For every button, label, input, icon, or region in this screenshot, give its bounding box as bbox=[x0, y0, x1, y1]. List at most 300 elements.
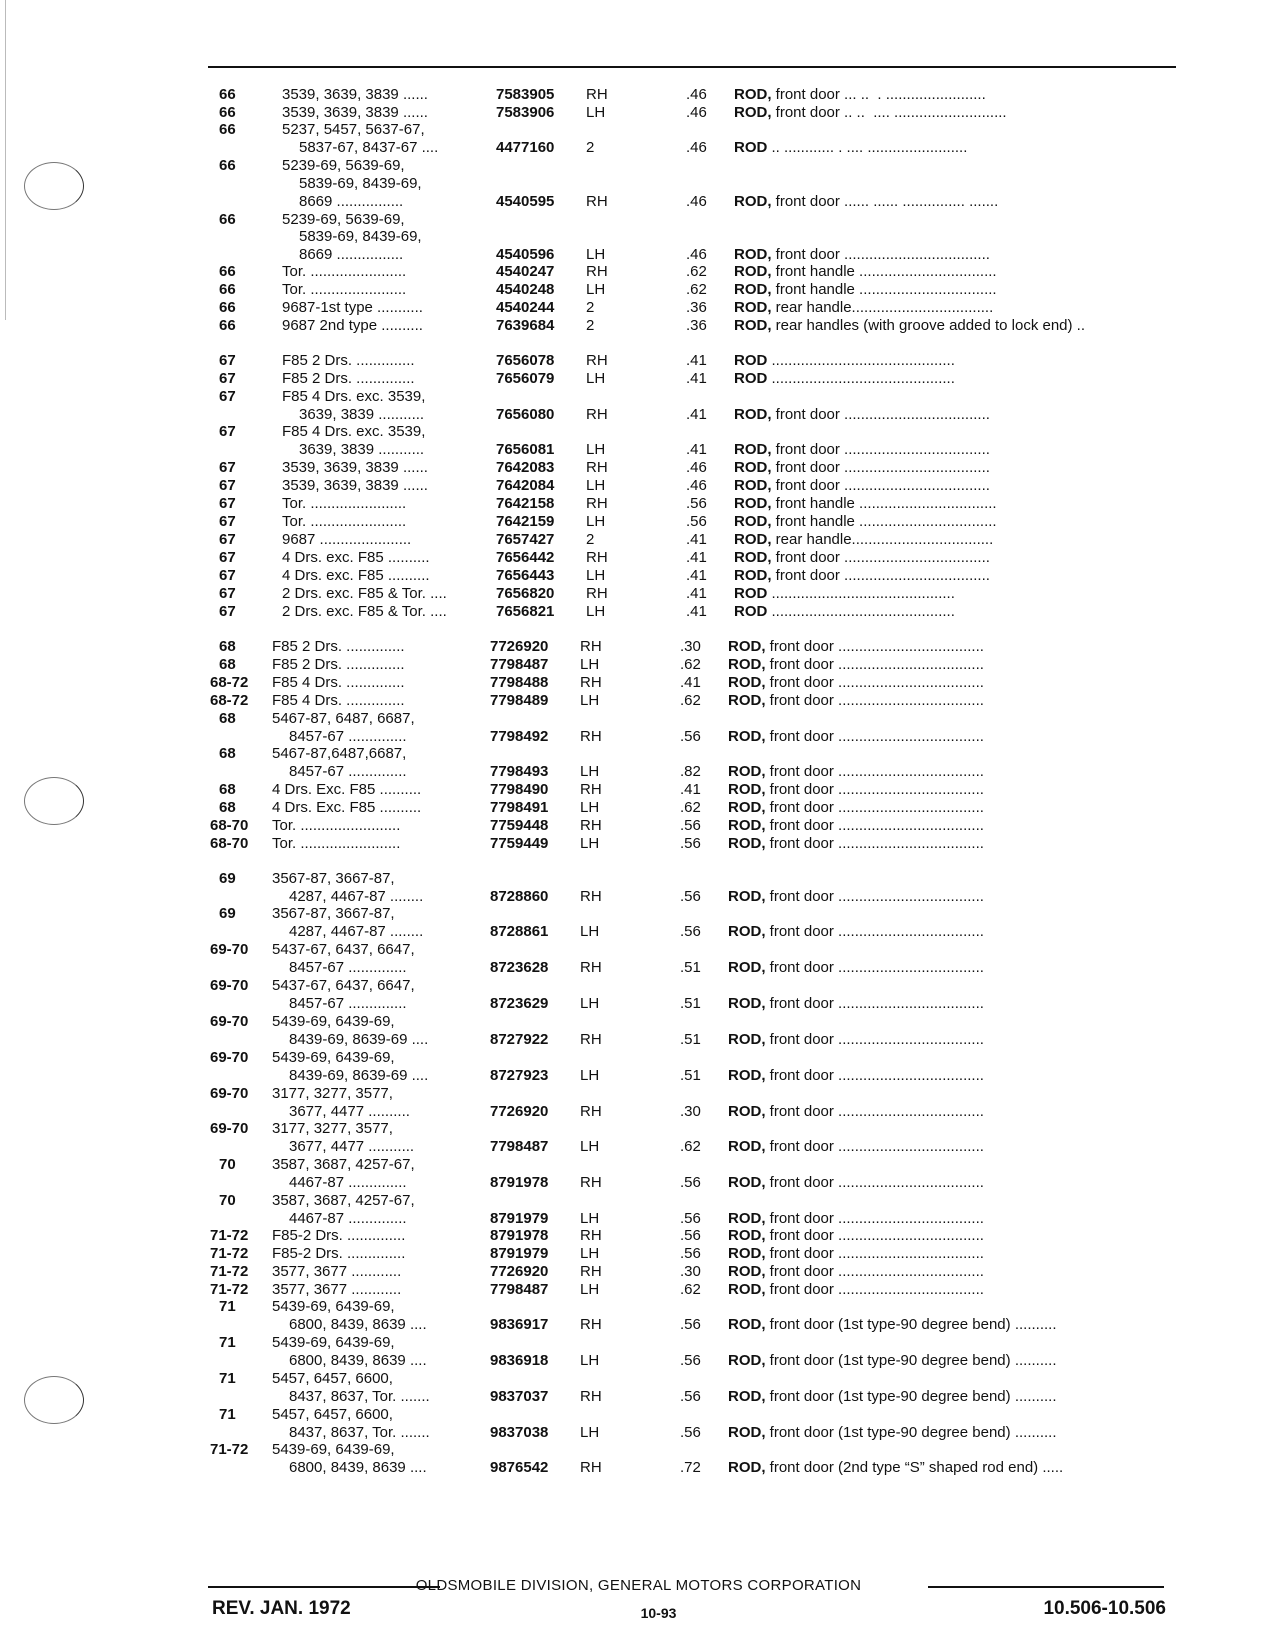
part-number-cell: 7656079 bbox=[496, 370, 555, 387]
description-detail: front door ................................... bbox=[765, 1103, 984, 1120]
model-cell: 4287, 4467-87 ........ bbox=[289, 923, 424, 940]
model-cell: 4 Drs. exc. F85 .......... bbox=[282, 549, 430, 566]
description-detail: front door ................................... bbox=[771, 406, 990, 423]
quantity-cell: RH bbox=[586, 263, 608, 280]
model-cell: F85 2 Drs. .............. bbox=[282, 370, 415, 387]
parts-row bbox=[0, 370, 1277, 388]
model-cell: 3639, 3839 ........... bbox=[299, 441, 425, 458]
description-keyword: ROD, bbox=[728, 799, 766, 816]
description-keyword: ROD, bbox=[734, 281, 772, 298]
description-keyword: ROD, bbox=[728, 1174, 766, 1191]
price-cell: .41 bbox=[680, 674, 701, 691]
price-cell: .56 bbox=[680, 888, 701, 905]
description-detail: front door ................................... bbox=[765, 959, 984, 976]
description-keyword: ROD, bbox=[734, 531, 772, 548]
quantity-cell: RH bbox=[586, 86, 608, 103]
parts-row bbox=[0, 1138, 1277, 1156]
description-cell bbox=[728, 1210, 984, 1228]
part-number-cell: 8727923 bbox=[490, 1067, 549, 1084]
description-keyword: ROD, bbox=[728, 923, 766, 940]
model-cell: 3539, 3639, 3839 ...... bbox=[282, 86, 428, 103]
year-cell: 67 bbox=[219, 352, 236, 369]
price-cell: .41 bbox=[686, 406, 707, 423]
year-cell: 71-72 bbox=[210, 1245, 249, 1262]
parts-row bbox=[0, 531, 1277, 549]
model-cell: 5437-67, 6437, 6647, bbox=[272, 941, 415, 958]
description-cell bbox=[734, 513, 997, 531]
parts-row bbox=[0, 888, 1277, 906]
price-cell: .41 bbox=[686, 549, 707, 566]
description-keyword: ROD, bbox=[734, 246, 772, 263]
parts-row bbox=[0, 121, 1277, 139]
description-cell bbox=[734, 246, 990, 264]
model-cell: 3539, 3639, 3839 ...... bbox=[282, 459, 428, 476]
description-keyword: ROD, bbox=[728, 1424, 766, 1441]
description-keyword: ROD, bbox=[734, 406, 772, 423]
description-keyword: ROD, bbox=[728, 1067, 766, 1084]
part-number-cell: 7798491 bbox=[490, 799, 549, 816]
description-keyword: ROD, bbox=[728, 1245, 766, 1262]
description-cell bbox=[734, 477, 990, 495]
description-detail: rear handles (with groove added to lock end) .. bbox=[771, 317, 1086, 334]
year-cell: 66 bbox=[219, 317, 236, 334]
parts-row bbox=[0, 86, 1277, 104]
description-keyword: ROD, bbox=[734, 299, 772, 316]
year-cell: 66 bbox=[219, 281, 236, 298]
description-detail: front door ................................... bbox=[765, 1263, 984, 1280]
price-cell: .62 bbox=[680, 1138, 701, 1155]
quantity-cell: RH bbox=[580, 674, 602, 691]
parts-row bbox=[0, 1459, 1277, 1477]
quantity-cell: LH bbox=[586, 477, 606, 494]
description-cell bbox=[728, 1227, 984, 1245]
part-number-cell: 8727922 bbox=[490, 1031, 549, 1048]
price-cell: .82 bbox=[680, 763, 701, 780]
price-cell: .41 bbox=[686, 441, 707, 458]
parts-row bbox=[0, 674, 1277, 692]
description-keyword: ROD, bbox=[728, 656, 766, 673]
quantity-cell: LH bbox=[580, 692, 600, 709]
description-keyword: ROD, bbox=[728, 1459, 766, 1476]
part-number-cell: 7656443 bbox=[496, 567, 555, 584]
model-cell: 3639, 3839 ........... bbox=[299, 406, 425, 423]
quantity-cell: RH bbox=[580, 1227, 602, 1244]
parts-row bbox=[0, 728, 1277, 746]
description-cell bbox=[728, 1067, 984, 1085]
footer-page-number: 10-93 bbox=[640, 1605, 677, 1621]
description-keyword: ROD, bbox=[728, 1138, 766, 1155]
part-number-cell: 7642084 bbox=[496, 477, 555, 494]
model-cell: 5439-69, 6439-69, bbox=[272, 1334, 395, 1351]
price-cell: .56 bbox=[680, 1352, 701, 1369]
parts-row bbox=[0, 603, 1277, 621]
parts-row bbox=[0, 799, 1277, 817]
part-number-cell: 7798493 bbox=[490, 763, 549, 780]
quantity-cell: 2 bbox=[586, 317, 595, 334]
year-cell: 69-70 bbox=[210, 1013, 249, 1030]
year-cell: 66 bbox=[219, 263, 236, 280]
price-cell: .41 bbox=[686, 531, 707, 548]
model-cell: 8669 ................ bbox=[299, 193, 404, 210]
model-cell: 6800, 8439, 8639 .... bbox=[289, 1316, 427, 1333]
description-cell bbox=[734, 603, 955, 621]
description-keyword: ROD, bbox=[734, 513, 772, 530]
year-cell: 66 bbox=[219, 121, 236, 138]
quantity-cell: RH bbox=[586, 585, 608, 602]
parts-row bbox=[0, 406, 1277, 424]
model-cell: 8457-67 .............. bbox=[289, 995, 407, 1012]
description-detail: ............................................ bbox=[767, 603, 955, 620]
price-cell: .56 bbox=[680, 835, 701, 852]
quantity-cell: RH bbox=[580, 1174, 602, 1191]
price-cell: .56 bbox=[680, 817, 701, 834]
description-cell bbox=[734, 299, 993, 317]
quantity-cell: 2 bbox=[586, 531, 595, 548]
parts-row bbox=[0, 1120, 1277, 1138]
parts-row bbox=[0, 1245, 1277, 1263]
year-cell: 68 bbox=[219, 656, 236, 673]
parts-row bbox=[0, 1406, 1277, 1424]
model-cell: 8439-69, 8639-69 .... bbox=[289, 1031, 429, 1048]
year-cell: 67 bbox=[219, 370, 236, 387]
description-cell bbox=[728, 1174, 984, 1192]
description-cell bbox=[734, 495, 997, 513]
model-cell: 8439-69, 8639-69 .... bbox=[289, 1067, 429, 1084]
parts-row bbox=[0, 1352, 1277, 1370]
parts-row bbox=[0, 1049, 1277, 1067]
year-cell: 67 bbox=[219, 567, 236, 584]
parts-row bbox=[0, 781, 1277, 799]
model-cell: 5457, 6457, 6600, bbox=[272, 1370, 393, 1387]
description-keyword: ROD bbox=[734, 585, 768, 602]
quantity-cell: RH bbox=[586, 352, 608, 369]
description-cell bbox=[734, 263, 997, 281]
description-keyword: ROD, bbox=[728, 674, 766, 691]
part-number-cell: 7759449 bbox=[490, 835, 549, 852]
year-cell: 71-72 bbox=[210, 1263, 249, 1280]
description-keyword: ROD, bbox=[734, 477, 772, 494]
description-keyword: ROD, bbox=[734, 459, 772, 476]
parts-row bbox=[0, 1156, 1277, 1174]
quantity-cell: LH bbox=[580, 763, 600, 780]
part-number-cell: 8723628 bbox=[490, 959, 549, 976]
year-cell: 71-72 bbox=[210, 1227, 249, 1244]
description-keyword: ROD, bbox=[728, 1352, 766, 1369]
footer-revision: REV. JAN. 1972 bbox=[212, 1598, 351, 1619]
description-detail: front door ................................... bbox=[765, 1210, 984, 1227]
part-number-cell: 7657427 bbox=[496, 531, 555, 548]
description-keyword: ROD, bbox=[728, 1103, 766, 1120]
part-number-cell: 4540244 bbox=[496, 299, 555, 316]
price-cell: .56 bbox=[680, 1245, 701, 1262]
model-cell: 3177, 3277, 3577, bbox=[272, 1085, 393, 1102]
year-cell: 69 bbox=[219, 905, 236, 922]
description-cell bbox=[734, 585, 955, 603]
price-cell: .62 bbox=[680, 1281, 701, 1298]
quantity-cell: LH bbox=[580, 1210, 600, 1227]
year-cell: 67 bbox=[219, 423, 236, 440]
model-cell: 4 Drs. exc. F85 .......... bbox=[282, 567, 430, 584]
description-keyword: ROD, bbox=[728, 763, 766, 780]
description-keyword: ROD, bbox=[728, 888, 766, 905]
part-number-cell: 4540247 bbox=[496, 263, 555, 280]
parts-row bbox=[0, 656, 1277, 674]
parts-row bbox=[0, 995, 1277, 1013]
description-cell bbox=[734, 459, 990, 477]
description-cell bbox=[734, 139, 967, 157]
parts-row bbox=[0, 246, 1277, 264]
quantity-cell: LH bbox=[586, 513, 606, 530]
description-detail: .. ............ . .... ........................ bbox=[767, 139, 968, 156]
quantity-cell: RH bbox=[580, 888, 602, 905]
description-keyword: ROD, bbox=[728, 835, 766, 852]
parts-row bbox=[0, 281, 1277, 299]
parts-row bbox=[0, 352, 1277, 370]
quantity-cell: RH bbox=[580, 1316, 602, 1333]
model-cell: 5237, 5457, 5637-67, bbox=[282, 121, 425, 138]
description-detail: front door (2nd type “S” shaped rod end) ..... bbox=[765, 1459, 1064, 1476]
parts-row bbox=[0, 495, 1277, 513]
description-detail: front door ................................... bbox=[765, 799, 984, 816]
part-number-cell: 9836917 bbox=[490, 1316, 549, 1333]
quantity-cell: LH bbox=[580, 799, 600, 816]
parts-row bbox=[0, 1298, 1277, 1316]
model-cell: 8437, 8637, Tor. ....... bbox=[289, 1424, 430, 1441]
price-cell: .62 bbox=[680, 692, 701, 709]
description-detail: front door ................................... bbox=[771, 246, 990, 263]
model-cell: 8457-67 .............. bbox=[289, 959, 407, 976]
description-keyword: ROD, bbox=[728, 1031, 766, 1048]
description-cell bbox=[734, 352, 955, 370]
model-cell: F85 2 Drs. .............. bbox=[272, 638, 405, 655]
parts-row bbox=[0, 941, 1277, 959]
description-detail: front door ................................... bbox=[765, 1031, 984, 1048]
parts-row bbox=[0, 193, 1277, 211]
quantity-cell: LH bbox=[586, 246, 606, 263]
parts-row bbox=[0, 1067, 1277, 1085]
year-cell: 68-72 bbox=[210, 674, 249, 691]
description-keyword: ROD, bbox=[728, 995, 766, 1012]
description-cell bbox=[734, 281, 997, 299]
footer-division: OLDSMOBILE DIVISION, GENERAL MOTORS CORPORATION bbox=[415, 1577, 862, 1594]
description-keyword: ROD, bbox=[728, 781, 766, 798]
parts-row bbox=[0, 745, 1277, 763]
model-cell: 8457-67 .............. bbox=[289, 728, 407, 745]
model-cell: F85-2 Drs. .............. bbox=[272, 1245, 406, 1262]
year-cell: 68-70 bbox=[210, 835, 249, 852]
parts-row bbox=[0, 477, 1277, 495]
description-detail: front door ................................... bbox=[765, 1227, 984, 1244]
description-keyword: ROD, bbox=[728, 1263, 766, 1280]
price-cell: .51 bbox=[680, 1067, 701, 1084]
price-cell: .56 bbox=[680, 1316, 701, 1333]
parts-row bbox=[0, 317, 1277, 335]
price-cell: .46 bbox=[686, 139, 707, 156]
part-number-cell: 4477160 bbox=[496, 139, 555, 156]
model-cell: 3577, 3677 ............ bbox=[272, 1263, 402, 1280]
part-number-cell: 4540596 bbox=[496, 246, 555, 263]
part-number-cell: 7642159 bbox=[496, 513, 555, 530]
description-keyword: ROD, bbox=[734, 549, 772, 566]
description-keyword: ROD bbox=[734, 139, 768, 156]
price-cell: .41 bbox=[680, 781, 701, 798]
year-cell: 66 bbox=[219, 86, 236, 103]
parts-row bbox=[0, 1316, 1277, 1334]
description-detail: front handle ................................. bbox=[771, 263, 997, 280]
price-cell: .36 bbox=[686, 299, 707, 316]
quantity-cell: LH bbox=[586, 281, 606, 298]
description-detail: ............................................ bbox=[767, 352, 955, 369]
parts-row bbox=[0, 692, 1277, 710]
model-cell: 3577, 3677 ............ bbox=[272, 1281, 402, 1298]
part-number-cell: 7656821 bbox=[496, 603, 555, 620]
quantity-cell: RH bbox=[580, 1103, 602, 1120]
description-keyword: ROD, bbox=[728, 1281, 766, 1298]
price-cell: .56 bbox=[680, 923, 701, 940]
model-cell: 8669 ................ bbox=[299, 246, 404, 263]
model-cell: 4 Drs. Exc. F85 .......... bbox=[272, 799, 422, 816]
model-cell: 5467-87, 6487, 6687, bbox=[272, 710, 415, 727]
year-cell: 71 bbox=[219, 1298, 236, 1315]
description-cell bbox=[728, 1138, 984, 1156]
quantity-cell: 2 bbox=[586, 299, 595, 316]
model-cell: F85 2 Drs. .............. bbox=[282, 352, 415, 369]
description-detail: front door ................................... bbox=[765, 1067, 984, 1084]
parts-row bbox=[0, 549, 1277, 567]
part-number-cell: 8728860 bbox=[490, 888, 549, 905]
part-number-cell: 4540248 bbox=[496, 281, 555, 298]
description-detail: front door ................................... bbox=[771, 441, 990, 458]
model-cell: 5467-87,6487,6687, bbox=[272, 745, 407, 762]
parts-row bbox=[0, 459, 1277, 477]
quantity-cell: RH bbox=[580, 1263, 602, 1280]
price-cell: .56 bbox=[680, 1424, 701, 1441]
quantity-cell: RH bbox=[580, 817, 602, 834]
quantity-cell: LH bbox=[580, 1138, 600, 1155]
description-cell bbox=[728, 799, 984, 817]
description-detail: front door ................................... bbox=[765, 1138, 984, 1155]
model-cell: 3539, 3639, 3839 ...... bbox=[282, 477, 428, 494]
parts-row bbox=[0, 211, 1277, 229]
part-number-cell: 7798490 bbox=[490, 781, 549, 798]
description-keyword: ROD, bbox=[728, 728, 766, 745]
parts-row bbox=[0, 228, 1277, 246]
model-cell: 3677, 4477 ........... bbox=[289, 1138, 415, 1155]
quantity-cell: LH bbox=[580, 1352, 600, 1369]
description-detail: front door (1st type-90 degree bend) .......... bbox=[765, 1316, 1057, 1333]
price-cell: .41 bbox=[686, 567, 707, 584]
description-detail: front door ................................... bbox=[765, 1174, 984, 1191]
description-cell bbox=[728, 923, 984, 941]
price-cell: .62 bbox=[686, 281, 707, 298]
quantity-cell: LH bbox=[586, 104, 606, 121]
model-cell: 9687-1st type ........... bbox=[282, 299, 423, 316]
parts-row bbox=[0, 835, 1277, 853]
price-cell: .72 bbox=[680, 1459, 701, 1476]
model-cell: 6800, 8439, 8639 .... bbox=[289, 1352, 427, 1369]
part-number-cell: 7726920 bbox=[490, 1103, 549, 1120]
part-number-cell: 7726920 bbox=[490, 1263, 549, 1280]
parts-row bbox=[0, 388, 1277, 406]
part-number-cell: 8791978 bbox=[490, 1174, 549, 1191]
model-cell: 5239-69, 5639-69, bbox=[282, 211, 405, 228]
description-cell bbox=[728, 638, 984, 656]
year-cell: 67 bbox=[219, 603, 236, 620]
model-cell: F85 4 Drs. exc. 3539, bbox=[282, 388, 426, 405]
parts-row bbox=[0, 175, 1277, 193]
price-cell: .36 bbox=[686, 317, 707, 334]
price-cell: .46 bbox=[686, 459, 707, 476]
parts-row bbox=[0, 1013, 1277, 1031]
description-keyword: ROD, bbox=[734, 104, 772, 121]
year-cell: 71 bbox=[219, 1334, 236, 1351]
model-cell: 5439-69, 6439-69, bbox=[272, 1049, 395, 1066]
footer-section: 10.506-10.506 bbox=[1043, 1598, 1166, 1619]
quantity-cell: LH bbox=[586, 567, 606, 584]
year-cell: 66 bbox=[219, 157, 236, 174]
description-keyword: ROD, bbox=[734, 263, 772, 280]
description-detail: front door ................................... bbox=[765, 835, 984, 852]
price-cell: .62 bbox=[680, 656, 701, 673]
parts-row bbox=[0, 441, 1277, 459]
quantity-cell: RH bbox=[586, 406, 608, 423]
model-cell: Tor. ....................... bbox=[282, 281, 407, 298]
description-keyword: ROD, bbox=[734, 193, 772, 210]
description-keyword: ROD, bbox=[728, 1227, 766, 1244]
year-cell: 68 bbox=[219, 745, 236, 762]
part-number-cell: 7656078 bbox=[496, 352, 555, 369]
model-cell: F85-2 Drs. .............. bbox=[272, 1227, 406, 1244]
quantity-cell: LH bbox=[580, 1281, 600, 1298]
description-keyword: ROD, bbox=[728, 638, 766, 655]
description-keyword: ROD bbox=[734, 370, 768, 387]
description-detail: front door .. .. .... ........................... bbox=[771, 104, 1007, 121]
parts-row bbox=[0, 263, 1277, 281]
year-cell: 69-70 bbox=[210, 941, 249, 958]
description-cell bbox=[728, 1388, 1057, 1406]
year-cell: 67 bbox=[219, 513, 236, 530]
price-cell: .51 bbox=[680, 995, 701, 1012]
model-cell: F85 4 Drs. .............. bbox=[272, 692, 405, 709]
year-cell: 71 bbox=[219, 1406, 236, 1423]
model-cell: F85 4 Drs. exc. 3539, bbox=[282, 423, 426, 440]
model-cell: 5457, 6457, 6600, bbox=[272, 1406, 393, 1423]
description-keyword: ROD, bbox=[734, 86, 772, 103]
description-keyword: ROD, bbox=[734, 317, 772, 334]
price-cell: .46 bbox=[686, 104, 707, 121]
description-cell bbox=[734, 370, 955, 388]
part-number-cell: 7656080 bbox=[496, 406, 555, 423]
part-number-cell: 8723629 bbox=[490, 995, 549, 1012]
model-cell: 5839-69, 8439-69, bbox=[299, 228, 422, 245]
description-keyword: ROD, bbox=[734, 441, 772, 458]
part-number-cell: 8791978 bbox=[490, 1227, 549, 1244]
description-cell bbox=[728, 817, 984, 835]
description-cell bbox=[728, 728, 984, 746]
model-cell: 3567-87, 3667-87, bbox=[272, 905, 395, 922]
description-cell bbox=[734, 193, 998, 211]
description-detail: front door ................................... bbox=[771, 567, 990, 584]
description-cell bbox=[728, 656, 984, 674]
part-number-cell: 7583906 bbox=[496, 104, 555, 121]
parts-row bbox=[0, 923, 1277, 941]
year-cell: 69-70 bbox=[210, 1085, 249, 1102]
description-keyword: ROD, bbox=[728, 959, 766, 976]
part-number-cell: 7656820 bbox=[496, 585, 555, 602]
description-cell bbox=[728, 1352, 1057, 1370]
description-detail: front handle ................................. bbox=[771, 495, 997, 512]
model-cell: 2 Drs. exc. F85 & Tor. .... bbox=[282, 585, 447, 602]
